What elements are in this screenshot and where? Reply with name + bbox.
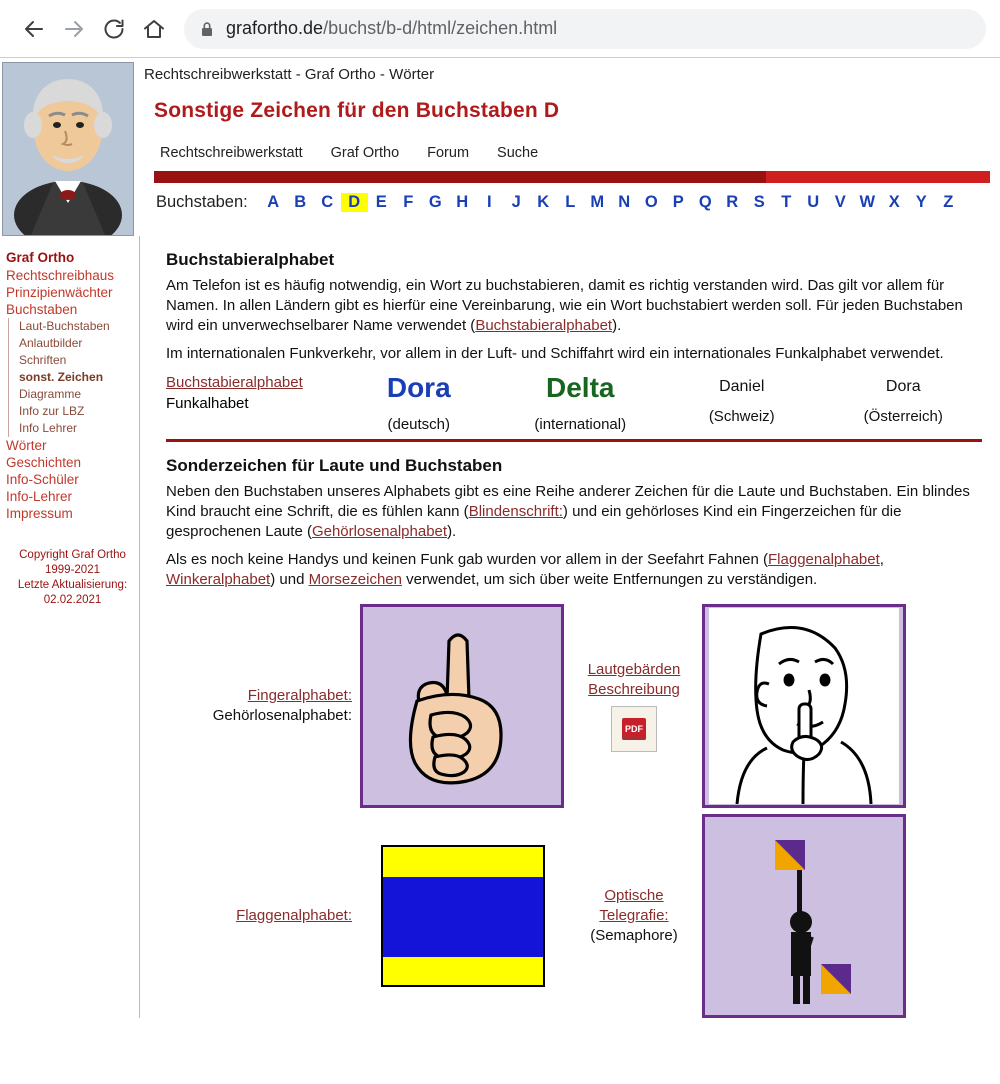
link-blindenschrift[interactable]: Blindenschrift: [468,503,563,520]
url-path: /buchst/b-d/html/zeichen.html [323,18,558,38]
spelling-word-oesterreich: Dora [885,378,921,395]
link-beschreibung[interactable]: Beschreibung [588,681,680,698]
paragraph-sonderzeichen-2 [166,550,982,590]
reload-icon [102,17,126,41]
para3-text-a: Als es noch keine Handys und keinen Funk gab wurden vor allem in der Seefahrt Fahnen ( [166,551,769,568]
sidebar-item-prinzipienwaechter[interactable]: Prinzipienwächter [6,285,113,300]
letter-h[interactable]: H [456,193,469,211]
sidebar-item-sonst-zeichen[interactable]: sonst. Zeichen [8,369,139,386]
letter-r[interactable]: R [726,193,739,211]
sidebar-item-anlautbilder[interactable]: Anlautbilder [8,335,139,352]
link-flaggenalphabet-inline[interactable]: Flaggenalphabet [768,551,880,568]
link-lautgebaerden[interactable]: Lautgebärden [587,661,681,678]
copyright-line-2: 1999-2021 [45,564,100,576]
image-flaggenalphabet[interactable] [381,845,545,987]
spelling-sub-oesterreich: (Österreich) [863,408,943,425]
letter-j[interactable]: J [511,193,521,211]
pdf-sub-label: download [622,736,646,742]
copyright-line-4: 02.02.2021 [43,594,102,606]
lock-icon [200,21,214,37]
arrow-left-icon [22,17,46,41]
caption-lautgebaerden [574,660,694,752]
spelling-word-international: Delta [546,372,615,403]
letter-y[interactable]: Y [915,193,927,211]
spelling-alphabet-table [166,372,982,433]
main-content [140,236,1000,1018]
menu-item-graf-ortho[interactable]: Graf Ortho [330,145,400,161]
paragraph-buchstabieralphabet-1 [166,276,982,336]
link-telegrafie[interactable]: Telegrafie: [599,907,669,924]
para3-text-c: verwendet, um sich über weite Entfernungen zu verständigen. [401,571,818,588]
home-button[interactable] [134,9,174,49]
letter-a[interactable]: A [267,193,280,211]
para3-text-mid: , [879,551,884,568]
url-host: grafortho.de [226,18,324,38]
copyright-line-1: Copyright Graf Ortho [19,549,126,561]
media-grid [166,604,982,1018]
header-color-bar [154,171,990,183]
image-lautgebaerden[interactable] [702,604,906,808]
letter-d[interactable]: D [341,193,368,212]
web-page [0,58,1000,1084]
spelling-sub-international: (international) [534,416,627,433]
sidebar-item-diagramme[interactable]: Diagramme [8,386,139,403]
link-buchstabieralphabet-inline[interactable]: Buchstabieralphabet [475,317,613,334]
reload-button[interactable] [94,9,134,49]
letter-u[interactable]: U [807,193,820,211]
letter-f[interactable]: F [403,193,414,211]
sidebar-item-info-zur-lbz[interactable]: Info zur LBZ [8,403,139,420]
sidebar-item-schriften[interactable]: Schriften [8,352,139,369]
page-header [0,58,1000,236]
sidebar-item-rechtschreibhaus[interactable]: Rechtschreibhaus [6,268,115,283]
para2-text-c: ). [447,523,457,540]
link-winkeralphabet[interactable]: Winkeralphabet [166,571,271,588]
letter-b[interactable]: B [294,193,307,211]
sidebar-item-impressum[interactable]: Impressum [6,506,73,521]
caption-optische-telegrafie [574,886,694,946]
browser-toolbar [0,0,1000,58]
back-button[interactable] [14,9,54,49]
link-morsezeichen[interactable]: Morsezeichen [308,571,402,588]
spelling-sub-schweiz: (Schweiz) [708,408,775,425]
letter-t[interactable]: T [781,193,792,211]
image-optische-telegrafie[interactable] [702,814,906,1018]
link-fingeralphabet[interactable]: Fingeralphabet: [247,687,352,704]
spelling-row-labels [166,372,336,414]
para2-text-a: Neben den Buchstaben unseres Alphabets gibt es eine Reihe anderer Zeichen für die Laute und Buchstaben. Ein blindes Kind braucht eine Schrift, die es fühlen kann ( [166,483,970,520]
letter-z[interactable]: Z [943,193,954,211]
home-icon [142,17,166,41]
sidebar-item-geschichten[interactable]: Geschichten [6,455,82,470]
caption-gehoerlosenalphabet: Gehörlosenalphabet: [212,707,352,724]
letter-w[interactable]: W [859,193,876,211]
label-funkalphabet: Funkalhabet [166,395,249,412]
copyright-block [6,548,139,608]
menu-item-forum[interactable]: Forum [427,145,470,161]
link-flaggenalphabet[interactable]: Flaggenalphabet: [236,907,352,924]
top-menu [142,145,1000,161]
sidebar-title: Graf Ortho [6,250,75,265]
image-flaggenalphabet-wrap [360,845,566,987]
para2-text-b: ) und ein gehörloses Kind ein Fingerzeichen für die gesprochenen Laute ( [166,503,902,540]
sidebar-item-info-lehrer-sub[interactable]: Info Lehrer [8,420,139,437]
forward-button[interactable] [54,9,94,49]
menu-item-rechtschreibwerkstatt[interactable]: Rechtschreibwerkstatt [160,145,303,161]
paragraph-buchstabieralphabet-2: Im internationalen Funkverkehr, vor allem in der Luft- und Schiffahrt wird ein internationales Funkalphabet verwendet. [166,345,944,362]
letter-q[interactable]: Q [698,193,712,211]
spelling-sub-deutsch: (deutsch) [387,416,451,433]
alphabet-label: Buchstaben: [156,193,248,211]
arrow-right-icon [62,17,86,41]
copyright-line-3: Letzte Aktualisierung: [17,579,128,591]
menu-item-suche[interactable]: Suche [497,145,539,161]
letter-e[interactable]: E [375,193,387,211]
letter-g[interactable]: G [428,193,442,211]
sidebar [0,236,140,1018]
letter-k[interactable]: K [537,193,550,211]
letter-i[interactable]: I [486,193,492,211]
spelling-word-deutsch: Dora [386,372,451,403]
link-optische[interactable]: Optische [604,887,664,904]
para3-text-b: ) und [270,571,309,588]
section-heading-buchstabieralphabet: Buchstabieralphabet [166,250,335,269]
sidebar-item-info-schueler[interactable]: Info-Schüler [6,472,79,487]
spelling-word-schweiz: Daniel [719,378,765,395]
alphabet-nav [156,193,1000,212]
letter-v[interactable]: V [834,193,846,211]
caption-fingeralphabet [166,686,352,726]
sidebar-item-laut-buchstaben[interactable]: Laut-Buchstaben [8,318,139,335]
pdf-label: PDF [622,718,646,740]
letter-c[interactable]: C [321,193,334,211]
sidebar-item-buchstaben[interactable]: Buchstaben [6,302,78,317]
letter-n[interactable]: N [618,193,631,211]
letter-p[interactable]: P [672,193,684,211]
letter-l[interactable]: L [565,193,576,211]
pdf-download-icon[interactable] [611,706,657,752]
graf-ortho-portrait [2,62,134,236]
section-heading-sonderzeichen: Sonderzeichen für Laute und Buchstaben [166,456,503,475]
page-title: Sonstige Zeichen für den Buchstaben D [154,99,560,122]
letter-x[interactable]: X [888,193,900,211]
sidebar-item-woerter[interactable]: Wörter [6,438,47,453]
letter-m[interactable]: M [590,193,605,211]
image-fingeralphabet[interactable] [360,604,564,808]
address-bar[interactable] [184,9,986,49]
link-gehoerlosenalphabet[interactable]: Gehörlosenalphabet [311,523,448,540]
caption-semaphore: (Semaphore) [590,927,678,944]
site-line: Rechtschreibwerkstatt - Graf Ortho - Wörter [144,66,435,83]
letter-o[interactable]: O [644,193,658,211]
letter-s[interactable]: S [753,193,765,211]
caption-flaggenalphabet [166,906,352,926]
section-divider [166,439,982,442]
para1-text-b: ). [612,317,622,334]
sidebar-item-info-lehrer[interactable]: Info-Lehrer [6,489,73,504]
link-buchstabieralphabet-row[interactable]: Buchstabieralphabet [166,374,303,391]
para1-text-a: Am Telefon ist es häufig notwendig, ein Wort zu buchstabieren, damit es richtig verstanden wird. Das gilt vor allem für Namen. In allen Ländern gibt es hierfür eine Vereinbarung, wie ein Wort buchstabiert werden soll. Für jeden Buchstaben wird ein unverwechselbarer Name verwendet ( [166,277,963,334]
paragraph-sonderzeichen-1 [166,482,982,542]
